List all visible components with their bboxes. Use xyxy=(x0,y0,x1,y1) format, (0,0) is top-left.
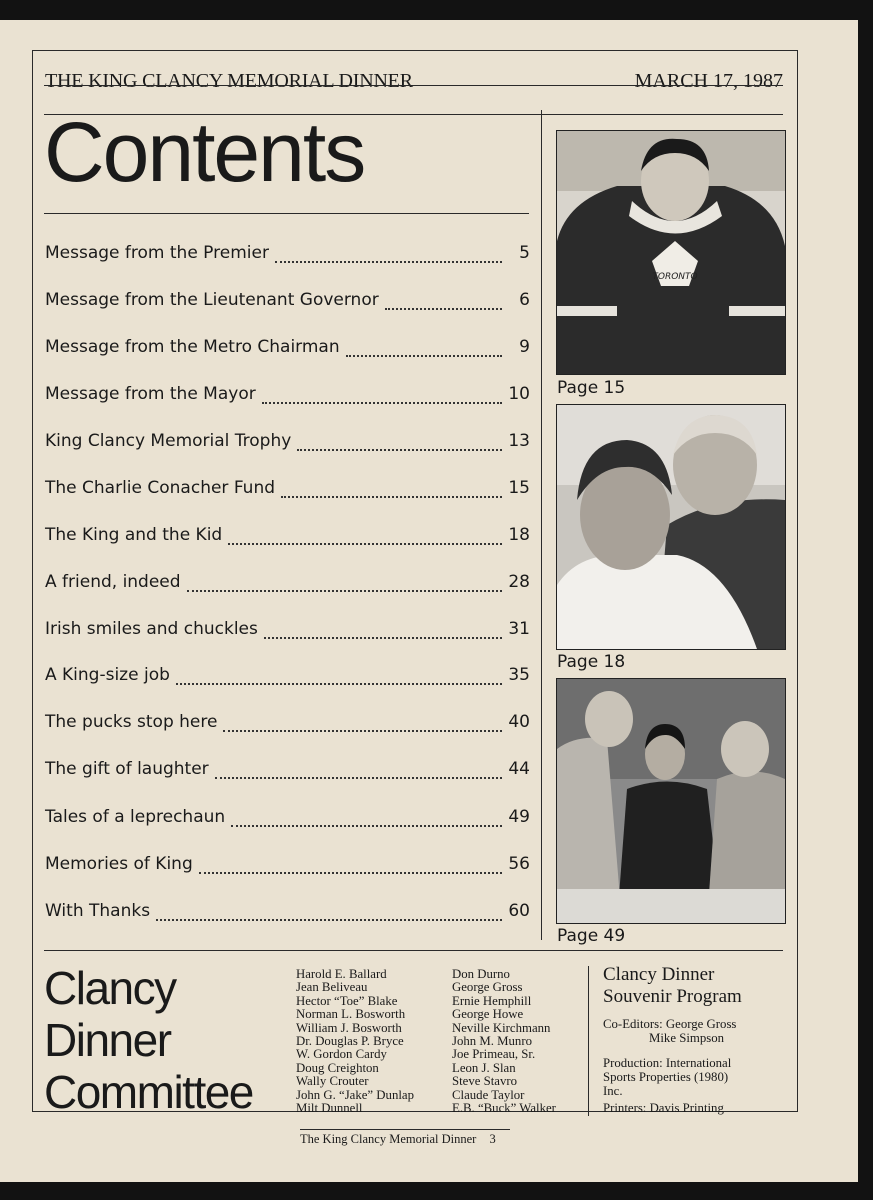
header-top-rule xyxy=(44,85,783,86)
footer-text: The King Clancy Memorial Dinner xyxy=(300,1132,477,1146)
committee-member-name: W. Gordon Cardy xyxy=(296,1047,387,1062)
production-credit xyxy=(603,1056,731,1098)
toc-leader-dots xyxy=(228,542,502,545)
toc-entry-title: Message from the Lieutenant Governor xyxy=(45,290,379,310)
toc-entry-page: 28 xyxy=(508,572,530,592)
toc-entry-page: 13 xyxy=(508,431,530,451)
photo-caption-1: Page 15 xyxy=(557,378,626,398)
toc-entry-page: 18 xyxy=(508,525,530,545)
toc-leader-dots xyxy=(281,495,502,498)
co-editors-credit xyxy=(603,1017,736,1045)
jersey-text: TORONTO xyxy=(652,272,698,282)
toc-entry-title: Message from the Premier xyxy=(45,243,269,263)
toc-entry xyxy=(45,619,530,645)
committee-member-name: Dr. Douglas P. Bryce xyxy=(296,1034,404,1049)
committee-member-name: Ernie Hemphill xyxy=(452,993,532,1008)
souvenir-divider xyxy=(588,966,589,1116)
toc-entry-title: Message from the Metro Chairman xyxy=(45,337,340,357)
page-title: Contents xyxy=(44,105,365,199)
committee-title-line: Clancy xyxy=(44,962,176,1014)
toc-entry-title: Message from the Mayor xyxy=(45,384,256,404)
committee-member-name: Doug Creighton xyxy=(296,1060,379,1075)
toc-leader-dots xyxy=(223,729,502,732)
toc-entry-title: Tales of a leprechaun xyxy=(45,807,226,827)
committee-member-name: Joe Primeau, Sr. xyxy=(452,1047,536,1062)
production-line3: Inc. xyxy=(603,1084,623,1098)
toc-leader-dots xyxy=(385,307,502,310)
toc-entry-title: The Charlie Conacher Fund xyxy=(45,478,276,498)
toc-entry xyxy=(45,431,530,457)
toc-leader-dots xyxy=(215,776,502,779)
toc-entry-title: Irish smiles and chuckles xyxy=(45,619,258,639)
co-editors-line1: Co-Editors: George Gross xyxy=(603,1017,737,1031)
toc-entry-title: Memories of King xyxy=(45,854,193,874)
toc-entry-page: 35 xyxy=(508,665,530,685)
toc-leader-dots xyxy=(187,589,502,592)
photo-three-men-image xyxy=(557,679,785,923)
committee-member-name: John M. Munro xyxy=(452,1034,532,1049)
toc-leader-dots xyxy=(275,260,502,263)
header-date: MARCH 17, 1987 xyxy=(634,70,783,92)
toc-entry xyxy=(45,478,530,504)
toc-entry-page: 60 xyxy=(508,901,530,921)
committee-names-col1 xyxy=(296,968,414,1115)
toc-leader-dots xyxy=(199,871,502,874)
committee-member-name: Steve Stavro xyxy=(452,1074,518,1089)
photo-caption-3: Page 49 xyxy=(557,926,626,946)
toc-leader-dots xyxy=(231,824,502,827)
toc-leader-dots xyxy=(297,448,502,451)
committee-member-name: George Howe xyxy=(452,1007,524,1022)
toc-entry-page: 31 xyxy=(508,619,530,639)
committee-member-name: Neville Kirchmann xyxy=(452,1020,551,1035)
photo-caption-2: Page 18 xyxy=(557,652,626,672)
toc-entry xyxy=(45,525,530,551)
toc-entry xyxy=(45,572,530,598)
page-footer xyxy=(300,1132,496,1147)
toc-leader-dots xyxy=(346,354,502,357)
committee-member-name: Norman L. Bosworth xyxy=(296,1007,406,1022)
production-line1: Production: International xyxy=(603,1056,732,1070)
committee-member-name: Claude Taylor xyxy=(452,1087,525,1102)
committee-member-name: Leon J. Slan xyxy=(452,1060,516,1075)
committee-member-name: John G. “Jake” Dunlap xyxy=(296,1087,414,1102)
toc-entry-page: 15 xyxy=(508,478,530,498)
souvenir-title-line1: Clancy Dinner xyxy=(603,964,715,985)
toc-entry-page: 9 xyxy=(519,337,530,357)
toc-entry-page: 56 xyxy=(508,854,530,874)
toc-entry xyxy=(45,243,530,269)
photo-clancy-and-kid xyxy=(556,404,786,650)
committee-member-name: Wally Crouter xyxy=(296,1074,369,1089)
toc-entry xyxy=(45,854,530,880)
toc-entry xyxy=(45,290,530,316)
toc-entry-title: A King-size job xyxy=(45,665,170,685)
toc-leader-dots xyxy=(264,636,502,639)
toc-entry-page: 44 xyxy=(508,759,530,779)
footer-page-number: 3 xyxy=(489,1132,496,1146)
toc-entry-title: The pucks stop here xyxy=(45,712,218,732)
toc-entry-title: King Clancy Memorial Trophy xyxy=(45,431,292,451)
toc-entry-page: 6 xyxy=(519,290,530,310)
toc-entry-title: The King and the Kid xyxy=(45,525,223,545)
printers-credit: Printers: Davis Printing xyxy=(603,1101,724,1115)
committee-member-name: Don Durno xyxy=(452,967,510,981)
footer-rule xyxy=(300,1129,510,1130)
committee-rule xyxy=(44,950,783,951)
photo-clancy-and-kid-image xyxy=(557,405,785,649)
committee-member-name: William J. Bosworth xyxy=(296,1020,402,1035)
photo-hockey-player xyxy=(556,130,786,375)
toc-entry xyxy=(45,807,530,833)
toc-entry xyxy=(45,759,530,785)
toc-entry xyxy=(45,665,530,691)
committee-title-line: Dinner xyxy=(44,1014,171,1066)
header-publication-title: THE KING CLANCY MEMORIAL DINNER xyxy=(45,70,413,92)
toc-entry xyxy=(45,337,530,363)
committee-member-name: George Gross xyxy=(452,980,523,995)
toc-entry-title: The gift of laughter xyxy=(45,759,209,779)
committee-title xyxy=(44,962,253,1118)
committee-member-name: Hector “Toe” Blake xyxy=(296,993,398,1008)
photo-hockey-player-image xyxy=(557,131,785,374)
photo-three-men xyxy=(556,678,786,924)
toc-entry-title: A friend, indeed xyxy=(45,572,181,592)
production-line2: Sports Properties (1980) xyxy=(603,1070,729,1084)
toc-entry xyxy=(45,712,530,738)
toc-entry-title: With Thanks xyxy=(45,901,151,921)
toc-entry xyxy=(45,901,530,927)
committee-member-name: Jean Beliveau xyxy=(296,980,368,995)
toc-entry-page: 49 xyxy=(508,807,530,827)
toc-entry-page: 10 xyxy=(508,384,530,404)
toc-entry xyxy=(45,384,530,410)
committee-names-col2 xyxy=(452,968,556,1115)
column-divider xyxy=(541,110,542,940)
co-editors-line2: Mike Simpson xyxy=(649,1031,725,1045)
toc-leader-dots xyxy=(156,918,502,921)
committee-member-name: Milt Dunnell xyxy=(296,1101,363,1116)
committee-member-name: E.B. “Buck” Walker xyxy=(452,1101,556,1116)
souvenir-title-line2: Souvenir Program xyxy=(603,986,742,1007)
committee-title-line: Committee xyxy=(44,1066,253,1118)
committee-member-name: Harold E. Ballard xyxy=(296,967,387,981)
toc-entry-page: 5 xyxy=(519,243,530,263)
toc-leader-dots xyxy=(262,401,502,404)
toc-leader-dots xyxy=(176,682,502,685)
title-rule xyxy=(44,213,529,214)
souvenir-title xyxy=(603,964,742,1008)
toc-entry-page: 40 xyxy=(508,712,530,732)
